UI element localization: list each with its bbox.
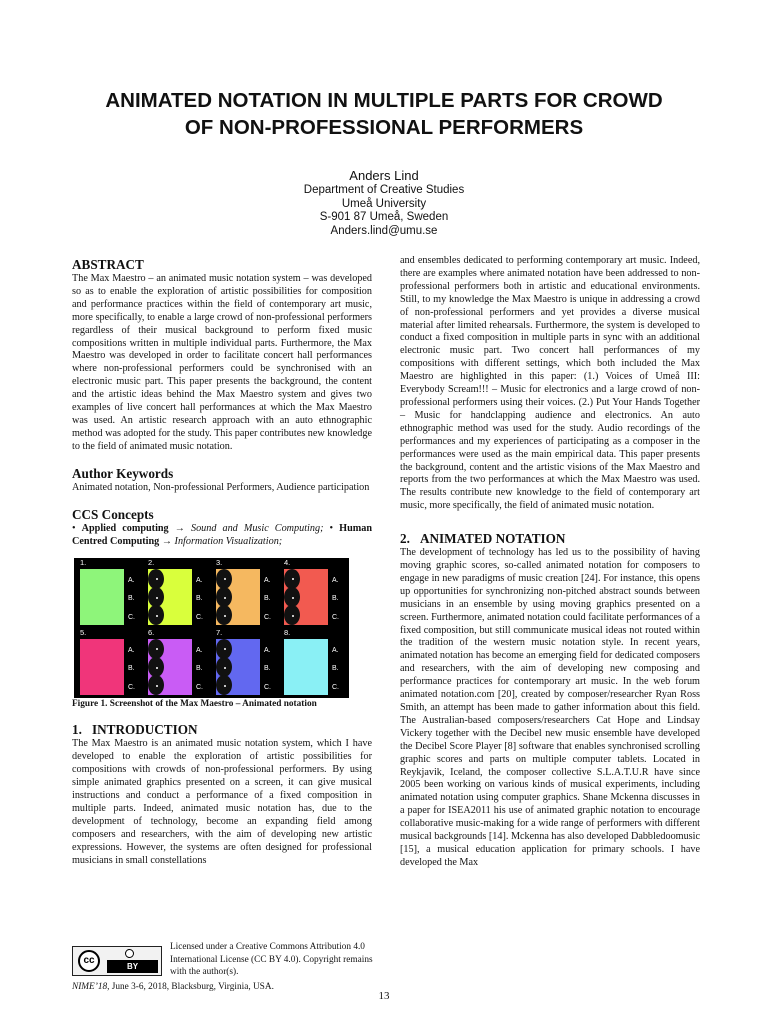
row-label: B. (196, 665, 203, 673)
intro-title: INTRODUCTION (92, 722, 198, 738)
right-paragraph-1: and ensembles dedicated to performing contemporary art music. Indeed, there are examples where animated notation have been addressed to non-professional performers both in artistic and educational environments. Still, to my knowledge the Max Maestro is unique in addressing a crowd of non-professional performers and yet provides a diverse musical material after limited rehearsals. Furthermore, the system is developed to conduct a fixed composition in multiple parts in sync with an additional electronic music part. Two concert hall performances of my compositions with different settings, which both included the Max Maestro are highlighted in this paper: (1.) Voices of Umeå III: Everybody Scream!!! – Music for electronics and a large crowd of non-professional performers using their voices. (2.) Put Your Hands Together – Music for handclapping audience and electronics. An auto ethnographic method was used for the study. Audio recordings of the performances and my experiences of participating as a composer in the performances were used as the main empirical data. This paper presents the background, content and the artistic visions of the Max Maestro and reports from the two performances at which the Max Maestro was used. The results contribute new knowledge to the field of contemporary art music, more specifically, the field of animated music notation. (400, 255, 700, 512)
venue-details: June 3-6, 2018, Blacksburg, Virginia, USA. (109, 982, 274, 992)
intro-number: 1. (72, 722, 82, 738)
cue-dot (156, 667, 158, 669)
ccs-term-2: Human Centred Computing (72, 522, 372, 547)
panel-number: 7. (216, 628, 223, 638)
cue-dot (292, 597, 294, 599)
abstract-text: The Max Maestro – an animated music notation system – was developed so as to enable the exploration of artistic possibilities for composition and performance practices within the field of contemporary art music, more specifically, to enable a large crowd of non-professional performers regardless of their musical background to perform fixed music compositions written in multiple individual parts. Furthermore, the Max Maestro was developed in order to facilitate concert hall performances where non-professional performers could be synchronised with an electronic music part. This paper presents the background, the content and the artistic ideas behind the Max Maestro system and gives two examples of live concert hall performances at which the Max Maestro was used. An artistic research approach with an auto ethnographic method was adopted for the study. This paper contributes new knowledge to the field of animated music notation. (72, 273, 372, 452)
attribution-person-icon (125, 949, 134, 958)
row-label: A. (264, 577, 271, 585)
ccs-heading: CCS Concepts (72, 506, 154, 522)
keywords-text: Animated notation, Non-professional Performers, Audience participation (72, 481, 370, 493)
title-line-2: OF NON-PROFESSIONAL PERFORMERS (184, 116, 584, 139)
row-label: C. (332, 684, 339, 692)
cue-dot (292, 578, 294, 580)
section-2-heading (400, 531, 700, 547)
author-email[interactable]: Anders.lind@umu.se (330, 224, 438, 237)
cue-dot (224, 667, 226, 669)
page-number: 13 (378, 990, 390, 1002)
panel-number: 8. (284, 628, 291, 638)
panel-number: 3. (216, 558, 223, 568)
ccs-term-1: Applied computing (81, 522, 169, 534)
row-label: A. (332, 577, 339, 585)
ccs-arrow-1: → (174, 522, 185, 534)
panel-number: 5. (80, 628, 87, 638)
intro-text: The Max Maestro is an animated music notation system, which I have developed to enable the exploration of artistic possibilities for compositions with crowds of non-professional performers. By using simple animated graphics presented on a screen, it can give musical instructions and conduct a performance of a fixed composition in multiple parts. Indeed, animated music notation has, due to the development of technology, become an expanding field among composers and researchers, with the aim of developing new artistic expressions. However, the systems are often designed for professional musicians in small constellations (72, 738, 372, 866)
row-label: C. (332, 614, 339, 622)
row-label: B. (196, 595, 203, 603)
venue-name: NIME’18, (72, 982, 110, 992)
cue-dot (156, 615, 158, 617)
figure-panel-3 (216, 558, 278, 627)
panel-number: 2. (148, 558, 155, 568)
row-label: B. (332, 595, 339, 603)
row-label: A. (128, 647, 135, 655)
section-2-title: ANIMATED NOTATION (420, 531, 566, 547)
row-label: B. (264, 595, 271, 603)
figure-panel-7 (216, 628, 278, 697)
cue-dot (224, 685, 226, 687)
left-column (72, 257, 372, 867)
cue-dot (156, 578, 158, 580)
section-2-text: The development of technology has led us to the possibility of having moving graphic scores, so-called animated notation for composers to engage in new paradigms of music creation [24]. For instance, this opens up opportunities for synchronizing non-pitched abstract sounds between musicians in an ensemble by using moving graphics presented on a screen. Furthermore, animated notation could facilitate performances of a fixed composition, but still communicate musical ideas not routed within the tradition of the western music notation style. In recent years, animated notation has become an emerging field for dedicated composers and researchers, with the aim of developing new composing and performance practices for contemporary art music. In the web forum animated notation.com [20], created by composer/researcher Ryan Ross Smith, an attempt has been made to gather information about this field. The Australian-based composers/researchers Cat Hope and Lindsay Vickery together with the Decibel new music ensemble have developed the Decibel Score Player [8] software that enables synchronised scrolling graphic scores and parts on multiple computer tablets. Located in Reykjavik, Iceland, the composer collective S.L.A.T.U.R have since 2005 been working on various kinds of musical experiments, including animated notation using computer graphics. Shane Mckenna discusses in a paper for ISEA2011 his use of animated graphic notation to encourage collaborative music-making for a wide range of performers with different musical backgrounds [14]. Mckenna has also developed Dabbledoomusic [15], a musical education application for primary schools. I have developed the Max (400, 547, 700, 868)
row-label: A. (264, 647, 271, 655)
figure-panel-6 (148, 628, 210, 697)
author-university: Umeå University (341, 197, 427, 210)
panel-color-square (80, 569, 124, 625)
panel-color-square (284, 639, 328, 695)
panel-number: 6. (148, 628, 155, 638)
panel-number: 4. (284, 558, 291, 568)
figure-1-screenshot (74, 558, 349, 698)
row-label: C. (128, 684, 135, 692)
row-label: B. (264, 665, 271, 673)
cue-dot (292, 615, 294, 617)
cc-icon: cc (78, 950, 100, 972)
author-address: S-901 87 Umeå, Sweden (319, 211, 449, 223)
cue-dot (224, 597, 226, 599)
row-label: B. (128, 595, 135, 603)
row-label: B. (332, 665, 339, 673)
ccs-arrow-2: → (161, 535, 172, 547)
figure-panel-2 (148, 558, 210, 627)
keywords-heading: Author Keywords (72, 465, 174, 481)
figure-panel-1 (80, 558, 142, 627)
row-label: A. (332, 647, 339, 655)
figure-panel-4 (284, 558, 346, 627)
figure-panel-8 (284, 628, 346, 697)
panel-color-square (80, 639, 124, 695)
figure-1-caption: Figure 1. Screenshot of the Max Maestro – Animated notation (72, 699, 317, 710)
abstract-heading: ABSTRACT (72, 257, 144, 272)
paper-title (40, 87, 728, 141)
intro-heading (72, 722, 372, 738)
figure-panel-5 (80, 628, 142, 697)
right-column (400, 255, 700, 870)
ccs-sub-2: Information Visualization; (174, 535, 283, 547)
ccs-sub-1: Sound and Music Computing; (190, 522, 324, 534)
row-label: A. (196, 577, 203, 585)
cue-dot (224, 648, 226, 650)
row-label: B. (128, 665, 135, 673)
row-label: C. (128, 614, 135, 622)
cue-dot (156, 648, 158, 650)
cue-dot (224, 578, 226, 580)
cue-dot (156, 685, 158, 687)
title-line-1: ANIMATED NOTATION IN MULTIPLE PARTS FOR CROWD (105, 89, 663, 112)
row-label: C. (264, 614, 271, 622)
license-text: Licensed under a Creative Commons Attribution 4.0 International License (CC BY 4.0). Copyright remains with the author(s). (170, 942, 373, 977)
row-label: C. (264, 684, 271, 692)
cue-dot (224, 615, 226, 617)
ccs-concepts: • Applied computing → Sound and Music Computing; • Human Centred Computing → Information Visualization; (72, 522, 372, 547)
section-2-number: 2. (400, 531, 410, 547)
cc-by-license-icon[interactable] (72, 946, 162, 976)
row-label: A. (128, 577, 135, 585)
row-label: C. (196, 684, 203, 692)
cue-dot (156, 597, 158, 599)
row-label: C. (196, 614, 203, 622)
by-label: BY (107, 960, 158, 973)
author-block (150, 168, 618, 238)
author-name: Anders Lind (349, 168, 419, 183)
author-department: Department of Creative Studies (303, 184, 465, 196)
panel-number: 1. (80, 558, 87, 568)
row-label: A. (196, 647, 203, 655)
